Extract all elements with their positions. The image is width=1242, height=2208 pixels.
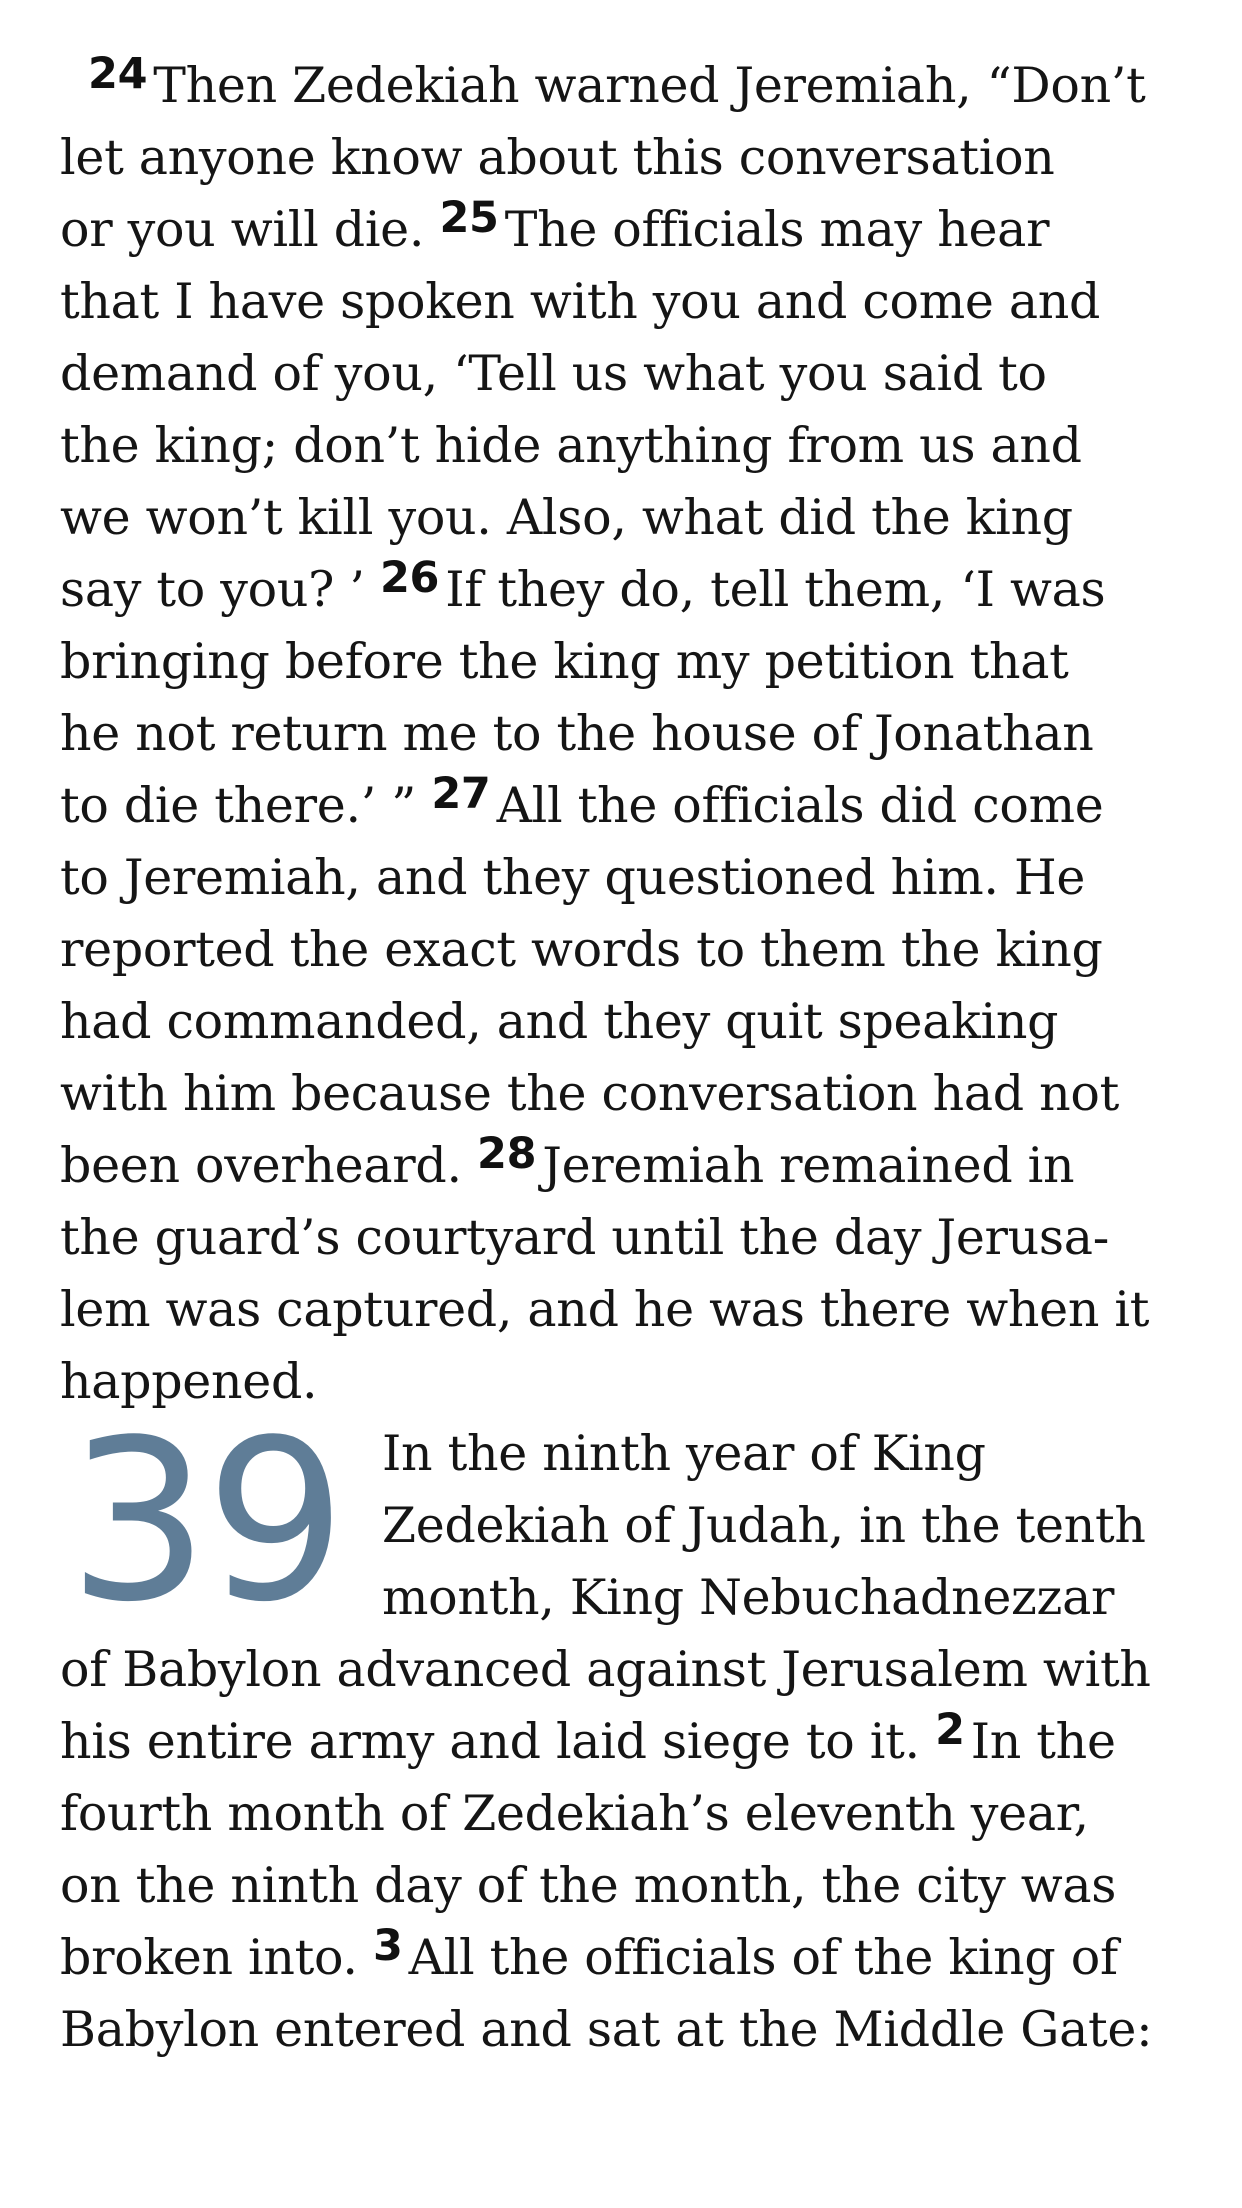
verse-text: he not return me to the house of Jonathan (60, 705, 1094, 762)
verse-text: All the officials did come (496, 777, 1104, 834)
text-after-dropcap (60, 1634, 1185, 2066)
verse-text: the guard’s courtyard until the day Jerusa- (60, 1209, 1109, 1266)
text-line (60, 698, 1185, 770)
verse-text: say to you? ’ (60, 561, 380, 618)
verse-number: 3 (372, 1921, 403, 1971)
text-line (60, 626, 1185, 698)
verse-text: demand of you, ‘Tell us what you said to (60, 345, 1047, 402)
verse-text: with him because the conversation had not (60, 1065, 1119, 1122)
verse-text: reported the exact words to them the king (60, 921, 1103, 978)
text-line (60, 50, 1185, 122)
text-line (60, 1706, 1185, 1778)
text-line (60, 482, 1185, 554)
verse-text: been overheard. (60, 1137, 478, 1194)
bible-text-page (60, 50, 1185, 2066)
verse-text: the king; don’t hide anything from us and (60, 417, 1082, 474)
verse-number: 28 (477, 1129, 537, 1179)
dropcap-text-line: Zedekiah of Judah, in the tenth (382, 1497, 1146, 1554)
verse-number: 24 (88, 49, 148, 99)
text-line (60, 914, 1185, 986)
verse-text: let anyone know about this conversation (60, 129, 1055, 186)
verse-text: to die there.’ ” (60, 777, 432, 834)
verse-text: Then Zedekiah warned Jeremiah, “Don’t (153, 57, 1146, 114)
text-line (60, 1274, 1185, 1346)
verse-text: All the officials of the king of (408, 1929, 1118, 1986)
verse-text: to Jeremiah, and they questioned him. He (60, 849, 1086, 906)
verse-text: lem was captured, and he was there when it (60, 1281, 1150, 1338)
text-line (60, 554, 1185, 626)
text-line (60, 122, 1185, 194)
text-line (60, 1850, 1185, 1922)
verse-text: Jeremiah remained in (542, 1137, 1075, 1194)
text-before-chapter (60, 50, 1185, 1418)
verse-text: his entire army and laid siege to it. (60, 1713, 936, 1770)
text-line (60, 770, 1185, 842)
verse-text: fourth month of Zedekiah’s eleventh year, (60, 1785, 1089, 1842)
text-line (60, 986, 1185, 1058)
verse-text: Babylon entered and sat at the Middle Gate: (60, 2001, 1153, 2058)
text-line (60, 1994, 1185, 2066)
verse-text: In the (970, 1713, 1116, 1770)
verse-number: 27 (431, 769, 491, 819)
text-line (60, 338, 1185, 410)
text-line (60, 1778, 1185, 1850)
text-line (60, 1202, 1185, 1274)
verse-text: or you will die. (60, 201, 440, 258)
verse-text: The officials may hear (504, 201, 1050, 258)
verse-text: that I have spoken with you and come and (60, 273, 1101, 330)
verse-text: we won’t kill you. Also, what did the king (60, 489, 1073, 546)
text-line (60, 1922, 1185, 1994)
text-line (60, 842, 1185, 914)
text-line (60, 194, 1185, 266)
verse-number: 25 (439, 193, 499, 243)
dropcap-text-line: In the ninth year of King (382, 1425, 986, 1482)
text-line (60, 1058, 1185, 1130)
text-line (60, 266, 1185, 338)
chapter-block (60, 1393, 1185, 1651)
chapter-number-dropcap: 39 (68, 1393, 343, 1651)
verse-text: had commanded, and they quit speaking (60, 993, 1059, 1050)
verse-text: of Babylon advanced against Jerusalem with (60, 1641, 1151, 1698)
verse-text: on the ninth day of the month, the city was (60, 1857, 1117, 1914)
dropcap-text-line: month, King Nebuchadnezzar (382, 1569, 1115, 1626)
text-line (60, 1130, 1185, 1202)
verse-text: bringing before the king my petition that (60, 633, 1069, 690)
verse-number: 26 (379, 553, 440, 603)
verse-text: broken into. (60, 1929, 373, 1986)
verse-text: If they do, tell them, ‘I was (445, 561, 1106, 618)
text-line (60, 410, 1185, 482)
verse-text: happened. (60, 1353, 318, 1410)
verse-number: 2 (935, 1705, 965, 1755)
